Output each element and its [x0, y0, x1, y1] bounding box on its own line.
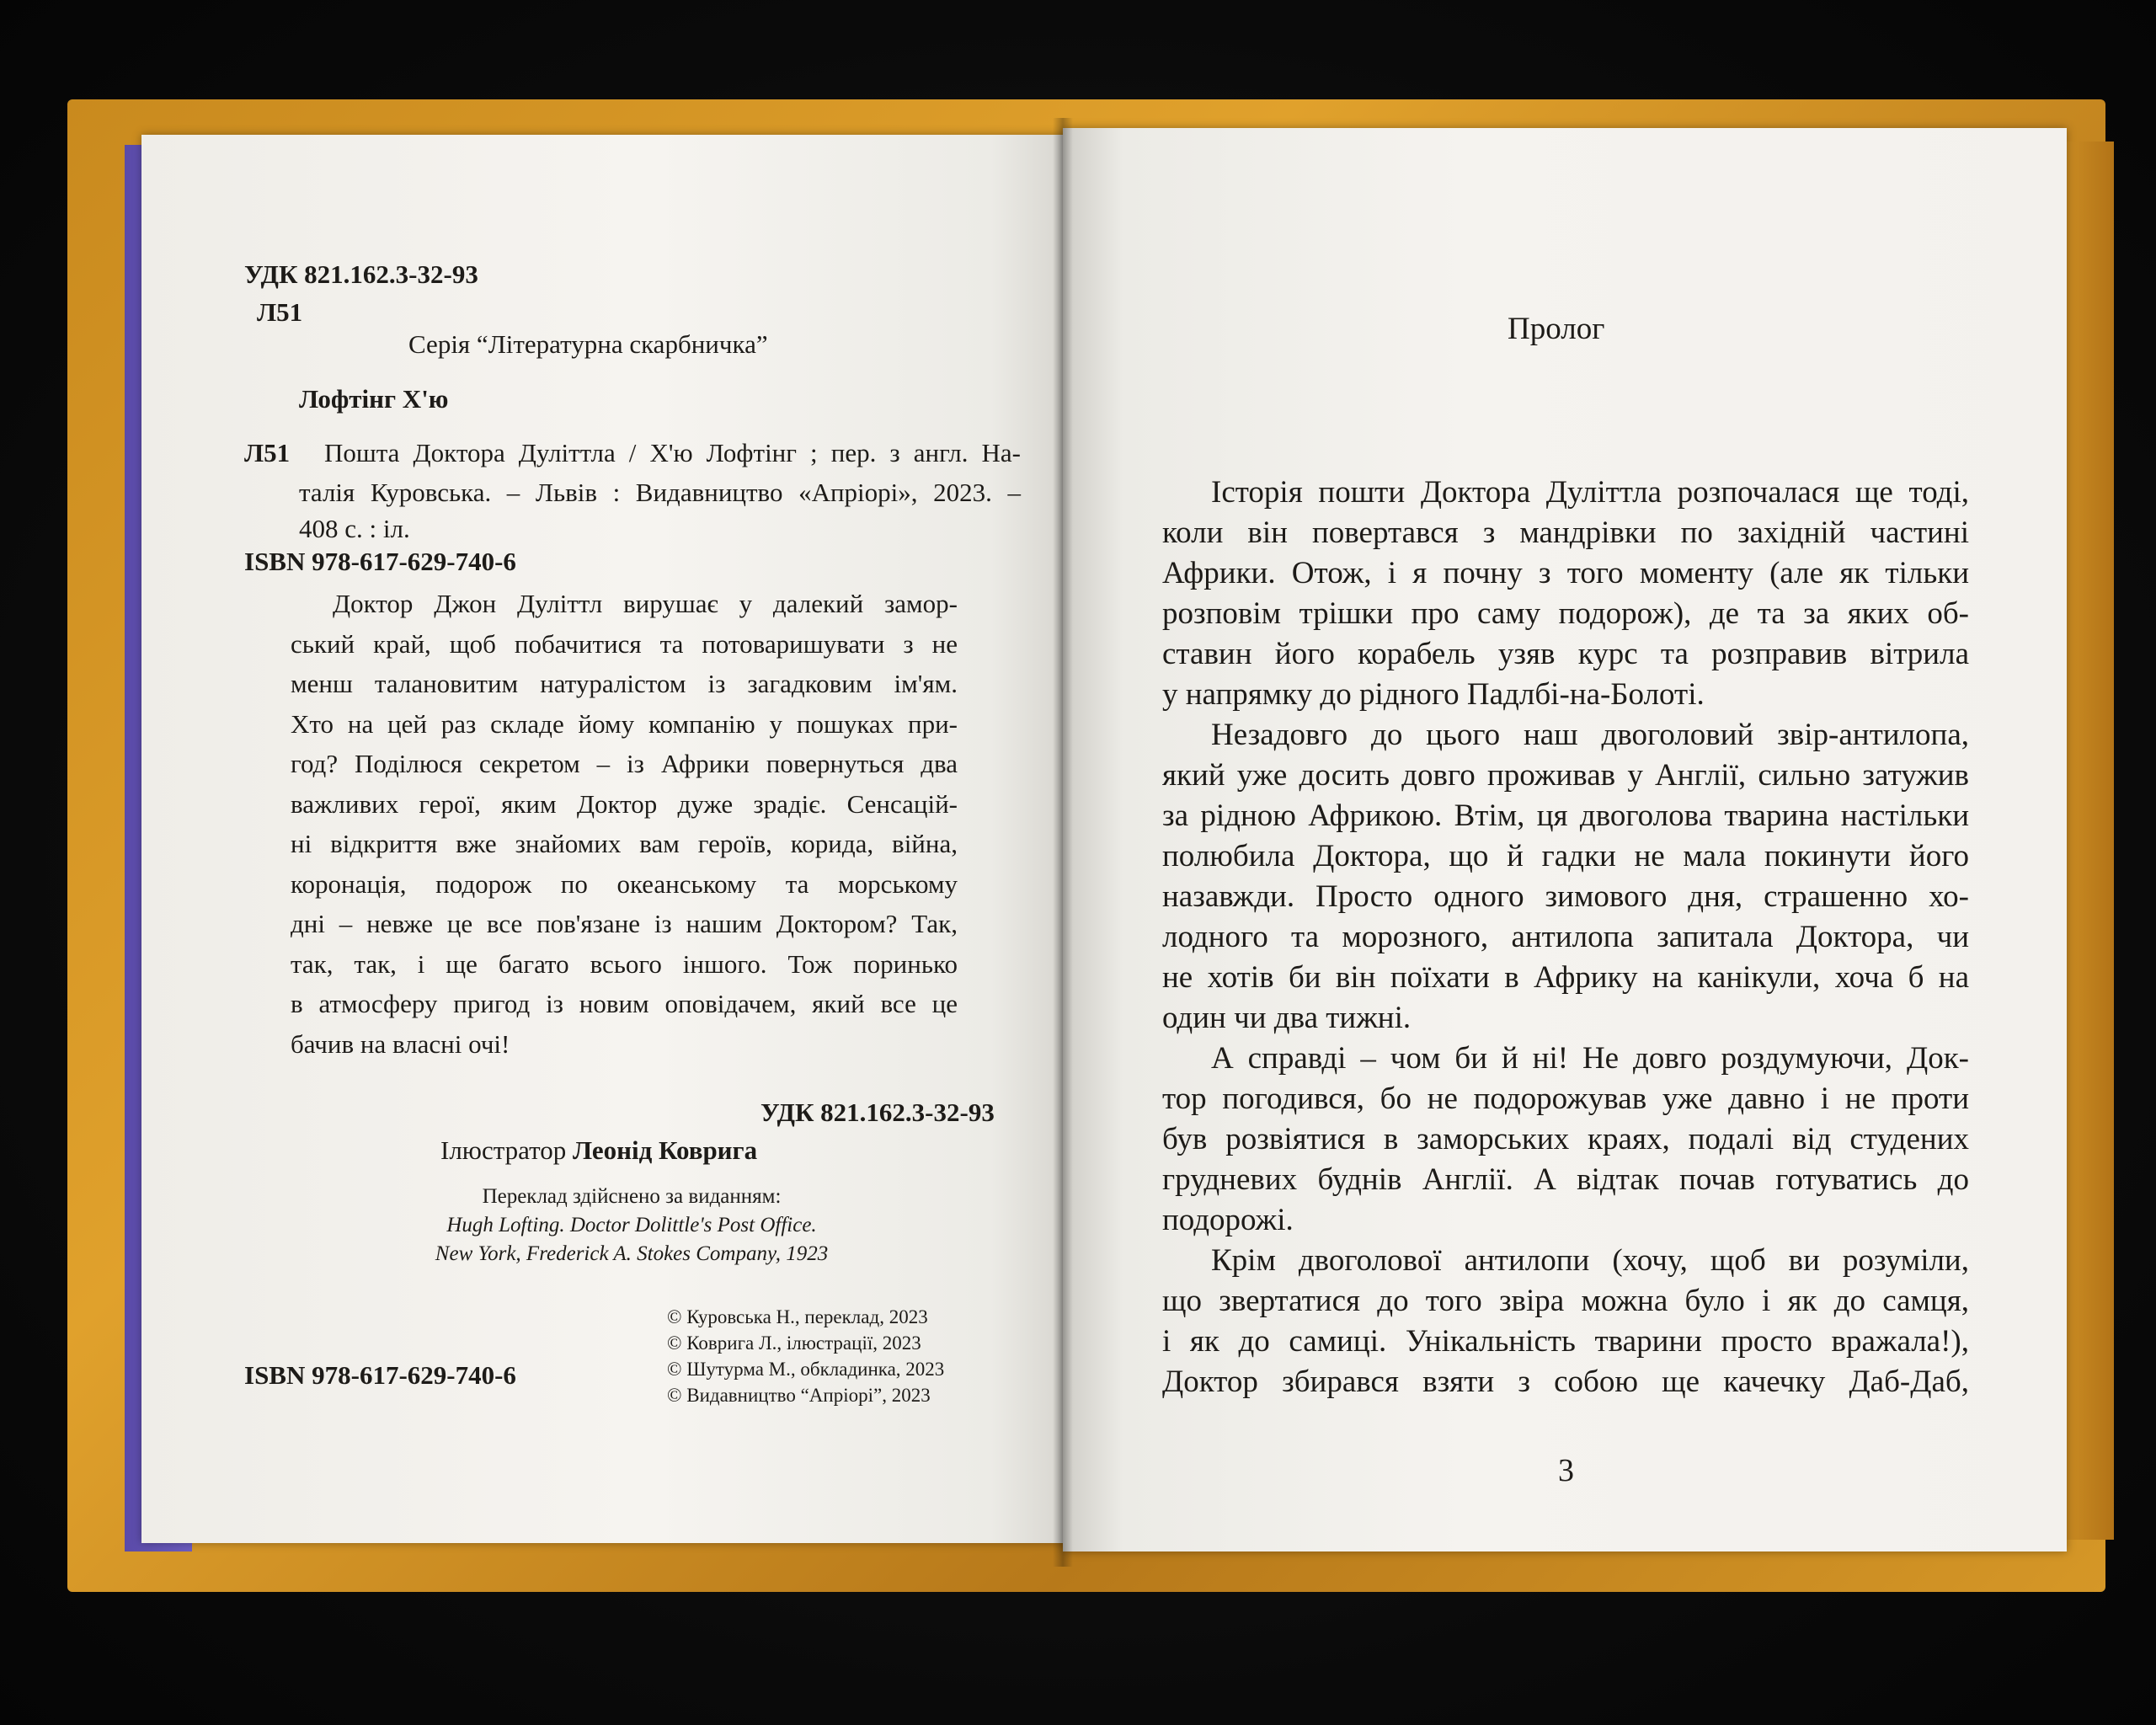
book-gutter — [1053, 118, 1073, 1567]
prologue-line: полюбила Доктора, що й гадки не мала покинути його — [1162, 839, 1969, 873]
annotation-line: в атмосферу пригод із новим оповідачем, який все це — [291, 989, 958, 1018]
library-code-entry: Л51 — [244, 438, 291, 467]
prologue-line: у напрямку до рідного Падлбі-на-Болоті. — [1162, 677, 1705, 712]
original-title: Hugh Lofting. Doctor Dolittle's Post Office. — [446, 1214, 817, 1236]
prologue-line: подорожі. — [1162, 1203, 1294, 1237]
copyright-line: © Куровська Н., переклад, 2023 — [667, 1306, 928, 1327]
prologue-line: Історія пошти Доктора Дуліттла розпочалася ще тоді, — [1211, 475, 1969, 510]
series-line: Серія “Літературна скарбничка” — [408, 329, 768, 359]
prologue-line: А справді – чом би й ні! Не довго роздумуючи, Док- — [1211, 1041, 1969, 1076]
annotation-line: ні відкриття вже знайомих вам героїв, корида, війна, — [291, 829, 958, 858]
prologue-line: був розвіятися в заморських краях, подалі від студених — [1162, 1122, 1969, 1156]
udk-top: УДК 821.162.3-32-93 — [244, 259, 478, 289]
original-publisher: New York, Frederick A. Stokes Company, 1923 — [435, 1242, 829, 1265]
annotation-line: ський край, щоб побачитися та потоваришувати з не — [291, 629, 958, 659]
isbn-top: ISBN 978-617-629-740-6 — [244, 547, 516, 576]
annotation-line: Доктор Джон Дуліттл вирушає у далекий замор- — [333, 589, 958, 618]
prologue-line: і як до самиці. Унікальність тварини просто вражала!), — [1162, 1324, 1969, 1359]
prologue-line: Доктор збирався взяти з собою ще качечку Даб-Даб, — [1162, 1365, 1969, 1399]
prologue-line: який уже досить довго проживав у Англії, сильно затужив — [1162, 758, 1969, 793]
prologue-line: ставин його корабель узяв курс та розправив вітрила — [1162, 637, 1969, 671]
catalog-line: 408 с. : іл. — [299, 514, 410, 543]
copyright-line: © Коврига Л., ілюстрації, 2023 — [667, 1332, 921, 1354]
catalog-line: Пошта Доктора Дуліттла / Х'ю Лофтінг ; пер. з англ. На- — [324, 438, 1021, 467]
translation-note: Переклад здійснено за виданням: — [482, 1185, 782, 1208]
annotation-line: так, так, і ще багато всього іншого. Тож поринько — [291, 949, 958, 979]
prologue-line: що звертатися до того звіра можна було і як до самця, — [1162, 1284, 1969, 1318]
copyright-line: © Видавництво “Апріорі”, 2023 — [667, 1385, 931, 1406]
prologue-line: Незадовго до цього наш двоголовий звір-антилопа, — [1211, 718, 1969, 752]
prologue-line: лодного та морозного, антилопа запитала Доктора, чи — [1162, 920, 1969, 954]
annotation-line: коронація, подорож по океанському та морському — [291, 869, 958, 899]
chapter-title: Пролог — [1508, 312, 1605, 346]
prologue-line: не хотів би він поїхати в Африку на канікули, хоча б на — [1162, 960, 1969, 995]
prologue-line: назавжди. Просто одного зимового дня, страшенно хо- — [1162, 879, 1969, 914]
prologue-line: один чи два тижні. — [1162, 1001, 1412, 1035]
prologue-line: Африки. Отож, і я почну з того моменту (але як тільки — [1162, 556, 1969, 590]
library-code-top: Л51 — [257, 297, 303, 327]
prologue-line: грудневих буднів Англії. А відтак почав готуватись до — [1162, 1162, 1969, 1197]
copyright-line: © Шутурма М., обкладинка, 2023 — [667, 1359, 945, 1380]
annotation-line: бачив на власні очі! — [291, 1029, 510, 1059]
annotation-line: менш талановитим натуралістом із загадковим ім'ям. — [291, 669, 958, 698]
prologue-line: за рідною Африкою. Втім, ця двоголова тварина настільки — [1162, 798, 1969, 833]
prologue-line: Крім двоголової антилопи (хочу, щоб ви розуміли, — [1211, 1243, 1969, 1278]
isbn-bottom: ISBN 978-617-629-740-6 — [244, 1360, 516, 1390]
annotation-line: важливих герої, яким Доктор дуже зрадіє. Сенсацій- — [291, 789, 958, 819]
udk-bottom: УДК 821.162.3-32-93 — [760, 1097, 995, 1127]
prologue-line: коли він повертався з мандрівки по західній частині — [1162, 515, 1969, 550]
prologue-line: розповім трішки про саму подорож), де та за яких об- — [1162, 596, 1969, 631]
annotation-line: год? Поділюся секретом – із Африки повернуться два — [291, 749, 958, 778]
author-heading: Лофтінг Х'ю — [299, 384, 449, 414]
prologue-line: тор погодився, бо не подорожував уже давно і не проти — [1162, 1081, 1969, 1116]
illustrator-label: Ілюстратор — [440, 1135, 567, 1165]
page-number: 3 — [1558, 1453, 1574, 1488]
annotation-line: дні – невже це все пов'язане із нашим Доктором? Так, — [291, 909, 958, 938]
illustrator-line — [440, 1137, 757, 1163]
annotation-line: Хто на цей раз складе йому компанію у пошуках при- — [291, 709, 958, 739]
catalog-line: талія Куровська. – Львів : Видавництво «Апріорі», 2023. – — [299, 478, 1021, 507]
illustrator-name: Леонід Коврига — [572, 1135, 758, 1165]
